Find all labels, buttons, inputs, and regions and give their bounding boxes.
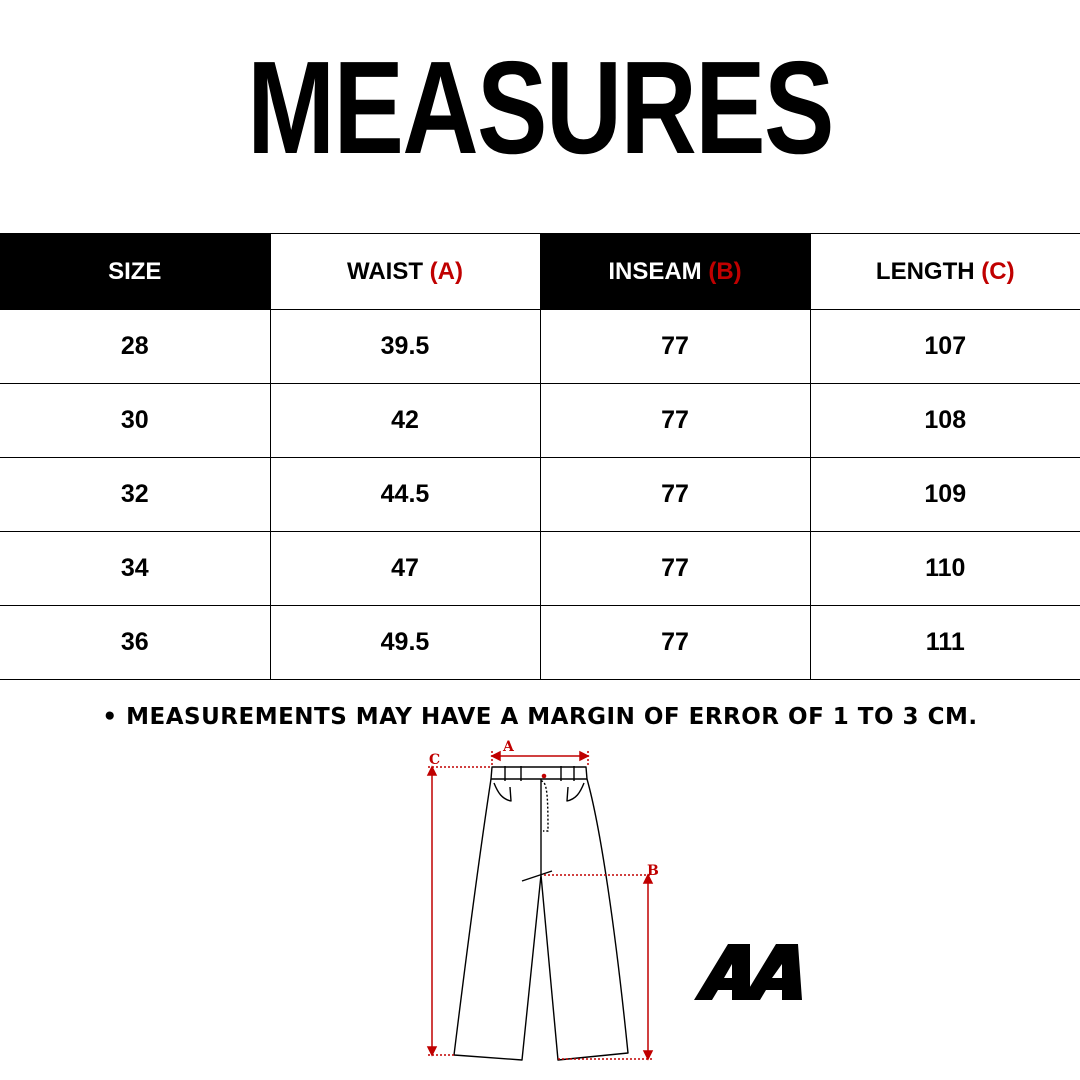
cell-waist: 47 [270, 532, 540, 606]
cell-waist: 49.5 [270, 606, 540, 680]
cell-size: 36 [0, 606, 270, 680]
header-waist [270, 234, 540, 310]
header-inseam-label: INSEAM [608, 257, 709, 285]
dimension-label-b: B [647, 863, 659, 879]
cell-inseam: 77 [540, 310, 810, 384]
header-length-mark: (C) [981, 257, 1015, 285]
cell-inseam: 77 [540, 458, 810, 532]
table-row [0, 458, 1080, 532]
cell-size: 32 [0, 458, 270, 532]
table-row [0, 384, 1080, 458]
size-chart-table [0, 233, 1080, 680]
table-row [0, 606, 1080, 680]
table-row [0, 310, 1080, 384]
pants-measurement-diagram [410, 735, 670, 1070]
dimension-label-a: A [503, 739, 514, 755]
cell-length: 110 [810, 532, 1080, 606]
cell-size: 34 [0, 532, 270, 606]
cell-inseam: 77 [540, 606, 810, 680]
header-size-label: SIZE [108, 257, 162, 285]
header-length [810, 234, 1080, 310]
cell-waist: 44.5 [270, 458, 540, 532]
cell-length: 107 [810, 310, 1080, 384]
header-inseam-mark: (B) [708, 257, 742, 285]
cell-waist: 42 [270, 384, 540, 458]
table-header-row [0, 234, 1080, 310]
header-size [0, 234, 270, 310]
cell-length: 108 [810, 384, 1080, 458]
cell-length: 109 [810, 458, 1080, 532]
header-length-label: LENGTH [875, 257, 982, 285]
cell-inseam: 77 [540, 532, 810, 606]
pants-icon [454, 766, 628, 1060]
aa-logo-icon [694, 940, 804, 1004]
cell-inseam: 77 [540, 384, 810, 458]
header-waist-label: WAIST [347, 257, 430, 285]
cell-waist: 39.5 [270, 310, 540, 384]
cell-size: 30 [0, 384, 270, 458]
page-title: MEASURES [247, 34, 833, 181]
header-inseam [540, 234, 810, 310]
header-waist-mark: (A) [429, 257, 463, 285]
cell-size: 28 [0, 310, 270, 384]
cell-length: 111 [810, 606, 1080, 680]
button-icon [542, 774, 547, 779]
table-row [0, 532, 1080, 606]
dimension-label-c: C [429, 752, 441, 768]
margin-of-error-note: • MEASUREMENTS MAY HAVE A MARGIN OF ERROR OF 1 TO 3 CM. [102, 704, 978, 730]
